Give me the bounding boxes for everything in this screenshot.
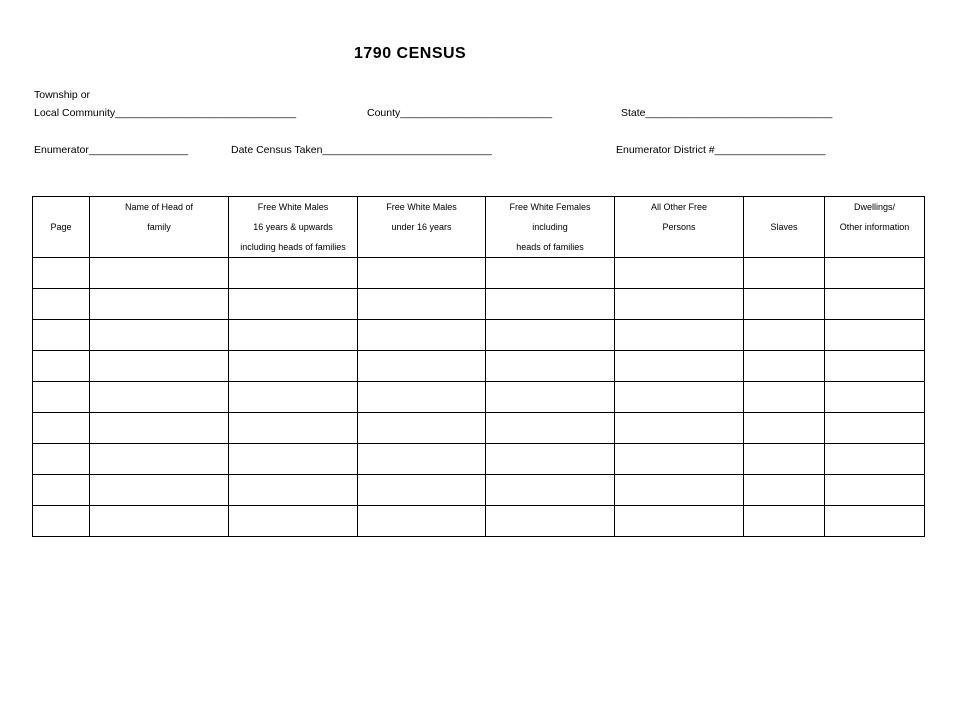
enumerator-district-field[interactable]: Enumerator District #___________________	[616, 144, 826, 156]
table-cell[interactable]	[358, 258, 486, 289]
header-line	[358, 237, 485, 257]
header-line	[744, 237, 824, 257]
table-cell[interactable]	[486, 382, 615, 413]
column-header	[33, 197, 90, 258]
table-cell[interactable]	[90, 382, 229, 413]
table-cell[interactable]	[615, 258, 744, 289]
table-cell[interactable]	[615, 475, 744, 506]
column-header	[229, 197, 358, 258]
table-row	[33, 413, 925, 444]
table-row	[33, 475, 925, 506]
table-row	[33, 506, 925, 537]
table-cell[interactable]	[229, 475, 358, 506]
header-line	[90, 237, 228, 257]
header-line: family	[147, 222, 171, 232]
table-cell[interactable]	[615, 289, 744, 320]
table-cell[interactable]	[229, 258, 358, 289]
table-cell[interactable]	[358, 320, 486, 351]
table-cell[interactable]	[825, 475, 925, 506]
table-row	[33, 320, 925, 351]
column-header	[825, 197, 925, 258]
header-line	[825, 237, 924, 257]
header-line	[33, 197, 89, 217]
table-cell[interactable]	[229, 351, 358, 382]
header-line: Persons	[662, 222, 696, 232]
table-cell[interactable]	[358, 289, 486, 320]
page-title: 1790 CENSUS	[354, 45, 467, 62]
table-cell[interactable]	[825, 351, 925, 382]
header-line: Other information	[839, 222, 910, 232]
table-cell[interactable]	[744, 444, 825, 475]
table-cell[interactable]	[229, 506, 358, 537]
table-cell[interactable]	[825, 413, 925, 444]
table-cell[interactable]	[615, 506, 744, 537]
table-row	[33, 351, 925, 382]
table-cell[interactable]	[33, 413, 90, 444]
table-cell[interactable]	[229, 289, 358, 320]
table-cell[interactable]	[744, 289, 825, 320]
header-line: Page	[50, 222, 72, 232]
header-line: including heads of families	[240, 242, 346, 252]
table-cell[interactable]	[615, 413, 744, 444]
header-line: Free White Females	[509, 202, 591, 212]
header-line: 16 years & upwards	[253, 222, 333, 232]
table-cell[interactable]	[229, 320, 358, 351]
header-line	[33, 237, 89, 257]
table-cell[interactable]	[486, 506, 615, 537]
local-community-field[interactable]: Local Community_______________________________	[34, 107, 297, 119]
table-cell[interactable]	[744, 258, 825, 289]
table-cell[interactable]	[825, 258, 925, 289]
table-cell[interactable]	[33, 475, 90, 506]
table-row	[33, 258, 925, 289]
table-cell[interactable]	[33, 351, 90, 382]
table-cell[interactable]	[825, 444, 925, 475]
table-cell[interactable]	[615, 320, 744, 351]
table-cell[interactable]	[358, 382, 486, 413]
table-cell[interactable]	[90, 289, 229, 320]
table-cell[interactable]	[825, 506, 925, 537]
table-cell[interactable]	[229, 413, 358, 444]
header-line: including	[532, 222, 568, 232]
table-cell[interactable]	[90, 413, 229, 444]
header-line	[744, 197, 824, 217]
header-line: Free White Males	[257, 202, 329, 212]
table-row	[33, 289, 925, 320]
table-cell[interactable]	[615, 351, 744, 382]
header-line	[615, 237, 743, 257]
table-cell[interactable]	[615, 444, 744, 475]
table-cell[interactable]	[825, 320, 925, 351]
table-cell[interactable]	[358, 475, 486, 506]
header-line: Slaves	[770, 222, 798, 232]
table-cell[interactable]	[825, 289, 925, 320]
state-field[interactable]: State________________________________	[621, 107, 833, 119]
table-cell[interactable]	[358, 444, 486, 475]
header-line: Free White Males	[386, 202, 457, 212]
enumerator-field[interactable]: Enumerator_________________	[34, 144, 189, 156]
table-cell[interactable]	[486, 258, 615, 289]
table-cell[interactable]	[358, 413, 486, 444]
column-header	[486, 197, 615, 258]
table-cell[interactable]	[486, 320, 615, 351]
table-cell[interactable]	[744, 506, 825, 537]
column-header	[90, 197, 229, 258]
date-census-taken-field[interactable]: Date Census Taken_____________________________	[231, 144, 492, 156]
header-line: Dwellings/	[853, 202, 895, 212]
table-cell[interactable]	[486, 475, 615, 506]
table-cell[interactable]	[90, 258, 229, 289]
table-cell[interactable]	[744, 382, 825, 413]
table-cell[interactable]	[33, 382, 90, 413]
header-row	[33, 197, 925, 258]
table-row	[33, 382, 925, 413]
table-cell[interactable]	[744, 475, 825, 506]
header-line: Name of Head of	[124, 202, 194, 212]
table-cell[interactable]	[33, 506, 90, 537]
table-cell[interactable]	[486, 444, 615, 475]
table-cell[interactable]	[358, 506, 486, 537]
table-cell[interactable]	[90, 320, 229, 351]
table-cell[interactable]	[486, 289, 615, 320]
table-cell[interactable]	[33, 258, 90, 289]
census-table	[32, 196, 925, 537]
table-cell[interactable]	[90, 444, 229, 475]
column-header	[358, 197, 486, 258]
table-cell[interactable]	[486, 413, 615, 444]
table-cell[interactable]	[90, 506, 229, 537]
table-row	[33, 444, 925, 475]
table-cell[interactable]	[825, 382, 925, 413]
table-cell[interactable]	[90, 475, 229, 506]
header-line: heads of families	[516, 242, 584, 252]
table-cell[interactable]	[33, 444, 90, 475]
table-cell[interactable]	[744, 351, 825, 382]
table-cell[interactable]	[744, 320, 825, 351]
table-cell[interactable]	[744, 413, 825, 444]
table-cell[interactable]	[486, 351, 615, 382]
column-header	[615, 197, 744, 258]
header-line: under 16 years	[391, 222, 452, 232]
table-cell[interactable]	[90, 351, 229, 382]
table-cell[interactable]	[615, 382, 744, 413]
table-cell[interactable]	[358, 351, 486, 382]
table-cell[interactable]	[229, 382, 358, 413]
table-cell[interactable]	[33, 320, 90, 351]
table-cell[interactable]	[229, 444, 358, 475]
township-label: Township or	[34, 89, 91, 101]
county-field[interactable]: County__________________________	[367, 107, 553, 119]
header-line: All Other Free	[650, 202, 708, 212]
table-cell[interactable]	[33, 289, 90, 320]
column-header	[744, 197, 825, 258]
